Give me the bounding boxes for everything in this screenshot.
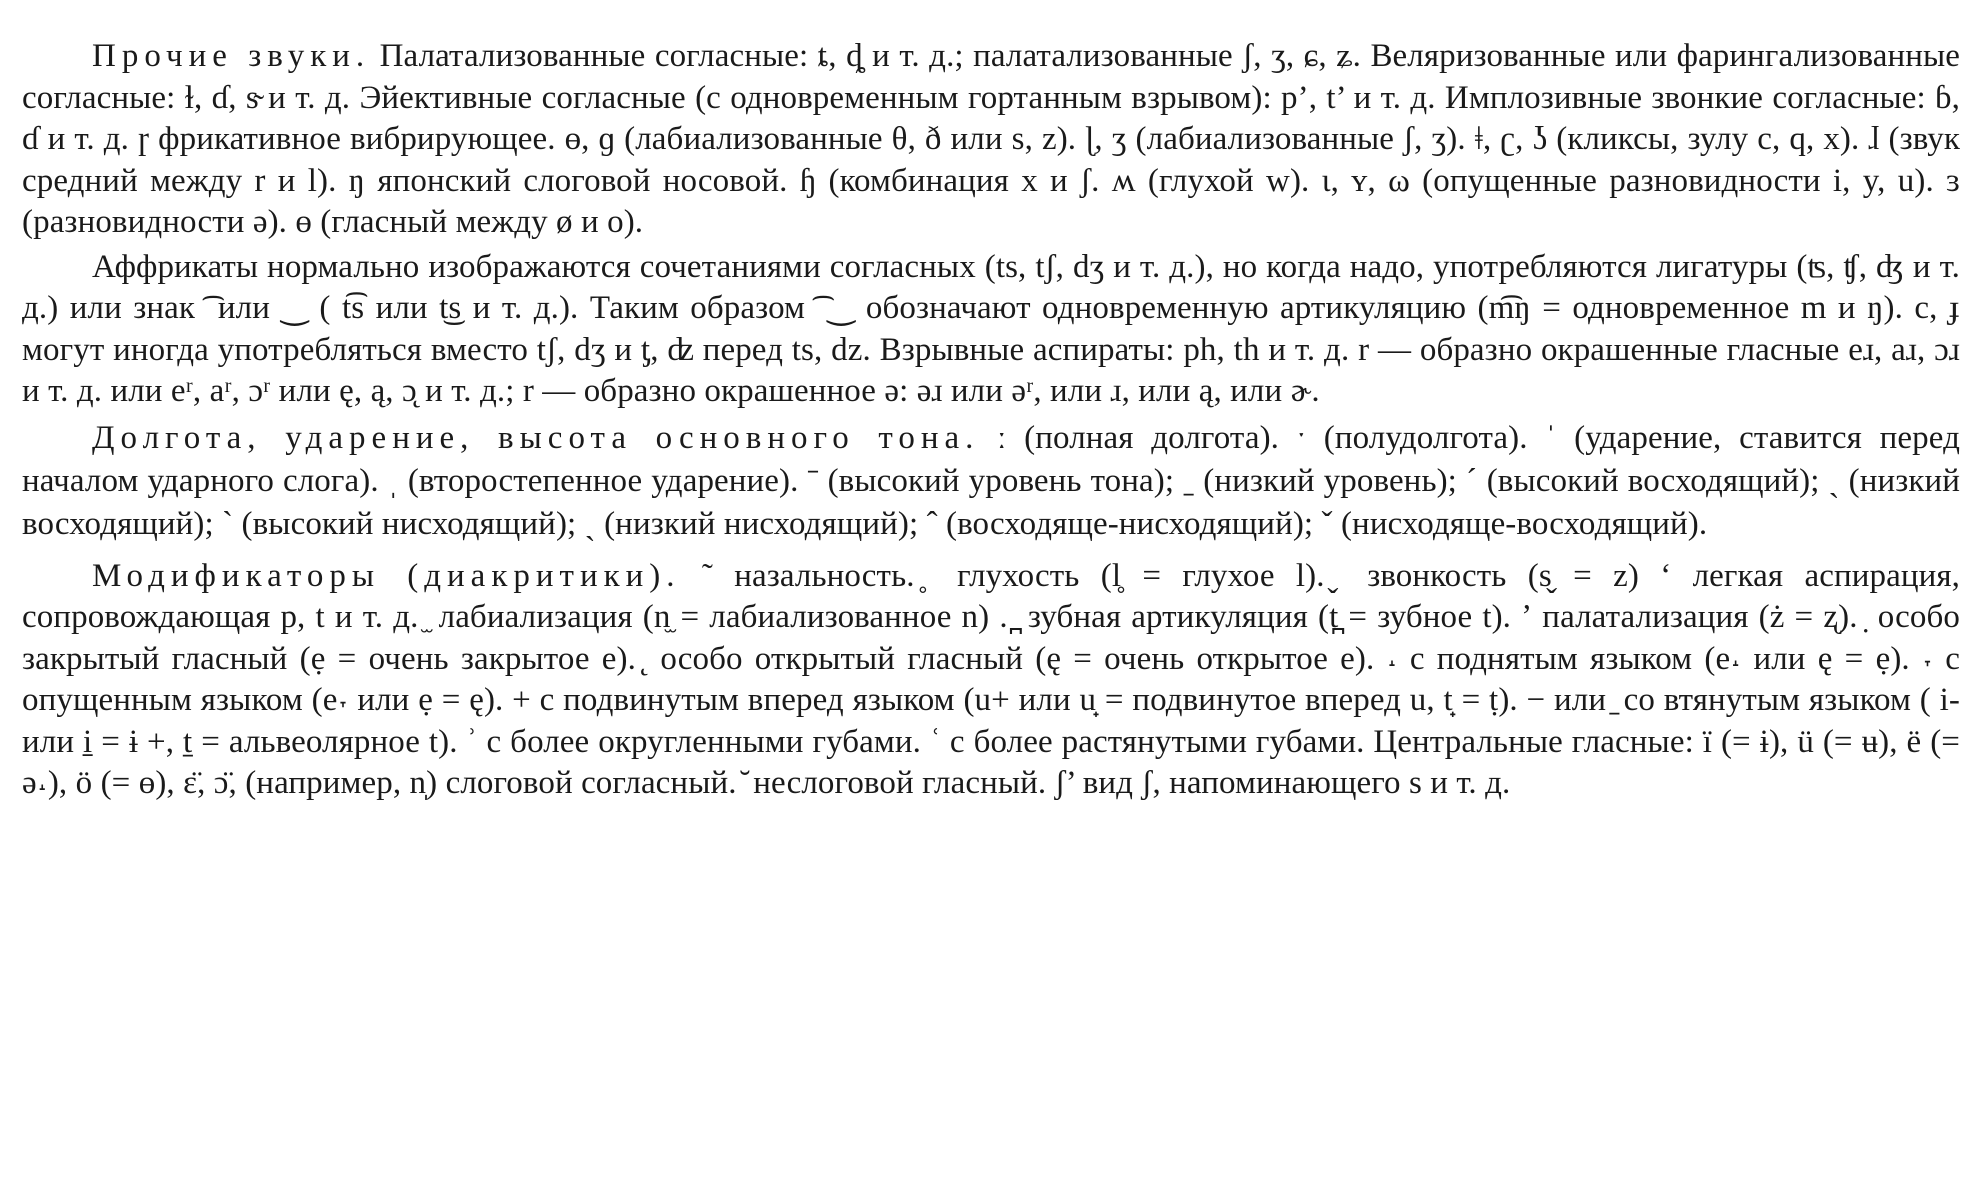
paragraph-other-sounds [22,36,1960,244]
paragraph-text-length-stress-tone: ː (полная долгота). ˑ (полудолгота). ˈ (ударение, ставится перед началом ударного слога). ˌ (второстепенное ударение). ˉ (высокий уровень тона); ˍ (низкий уровень); ˊ (высокий восходящий); ˏ (низкий восходящий); ˋ (высокий нисходящий); ˎ (низкий нисходящий); ˆ (восходяще-нисходящий); ˇ (нисходяще-восходящий). [22,419,1960,542]
paragraph-text-modifiers: ˜ назальность. ̥ глухость (l̥ = глухое l). ̬ звонкость (s̬ = z) ʻ легкая аспирация, сопровождающая p, t и т. д. ̫ лабиализация (n̫ = лабиализованное n) . ̪ зубная артикуляция (t̪ = зубное t). ʼ палатализация (ż = ʐ). ̣ особо закрытый гласный (ẹ = очень закрытое e). ̨ особо открытый гласный (ę = очень открытое e). ˔ с поднятым языком (e˔ или ę = ẹ). ˕ с опущенным языком (e˕ или ẹ = ę). + с подвинутым вперед языком (u+ или u̟ = подвинутое вперед u, t̟ = ṭ). − или ̠ со втянутым языком ( i- или i̠ = ɨ +, t̠ = альвеолярное t). ʾ с более округленными губами. ʿ с более растянутыми губами. Центральные гласные: ï (= ɨ), ü (= ʉ), ë (= ə˔), ö (= ɵ), ɛ̈, ɔ̈, (например, n̩) слоговой согласный. ̆ неслоговой гласный. ʃ’ вид ʃ, напоминающего s и т. д. [22,557,1960,801]
paragraph-text-other-sounds: Палатализованные согласные: ȶ, ȡ и т. д.; палатализованные ʃ, ʒ, ɕ, ʑ. Веляризованные или фарингализованные согласные: ɫ, ɗ, s̴ и т. д. Эйективные согласные (с одновременным гортанным взрывом): p’, t’ и т. д. Имплозивные звонкие согласные: ɓ, ɗ и т. д. ɼ фрикативное вибрирующее. ɵ, ɡ (лабиализованные θ, ð или s, z). ɭ, ʒ (лабиализованные ʃ, ʒ). ǂ, ʗ, ʖ (кликсы, зулу c, q, x). ɺ (звук средний между r и l). ŋ японский слоговой носовой. ɧ (комбинация x и ʃ. ʍ (глухой w). ɩ, ʏ, ω (опущенные разновидности i, y, u). ɜ (разновидности ə). ɵ (гласный между ø и o). [22,38,1960,240]
paragraph-affricates [22,247,1960,413]
paragraph-modifiers [22,556,1960,805]
section-heading-length-stress-tone: Долгота, ударение, высота основного тона. [92,419,980,456]
document-page [22,36,1960,808]
paragraph-length-stress-tone [22,417,1960,546]
paragraph-text-affricates: Аффрикаты нормально изображаются сочетаниями согласных (ts, tʃ, dʒ и т. д.), но когда надо, употребляются лигатуры (ʦ, ʧ, ʤ и т. д.) или знак ͡ или ‿ ( t͡s или t͜s и т. д.). Таким образом ͡ ‿ обозначают одновременную артикуляцию (m͡ŋ = одновременное m и ŋ). c, ɟ могут иногда употребляться вместо tʃ, dʒ и ƫ, ʣ перед ts, dz. Взрывные аспираты: ph, th и т. д. r — образно окрашенные гласные eɹ, aɹ, ɔɹ и т. д. или eʳ, aʳ, ɔʳ или ę, ą, ɔ̨ и т. д.; r — образно окрашенное ə: əɹ или əʳ, или ɹ, или ą, или ɚ. [22,248,1960,409]
section-heading-other-sounds: Прочие звуки. [92,38,371,74]
section-heading-modifiers: Модификаторы (диакритики). [92,557,681,594]
